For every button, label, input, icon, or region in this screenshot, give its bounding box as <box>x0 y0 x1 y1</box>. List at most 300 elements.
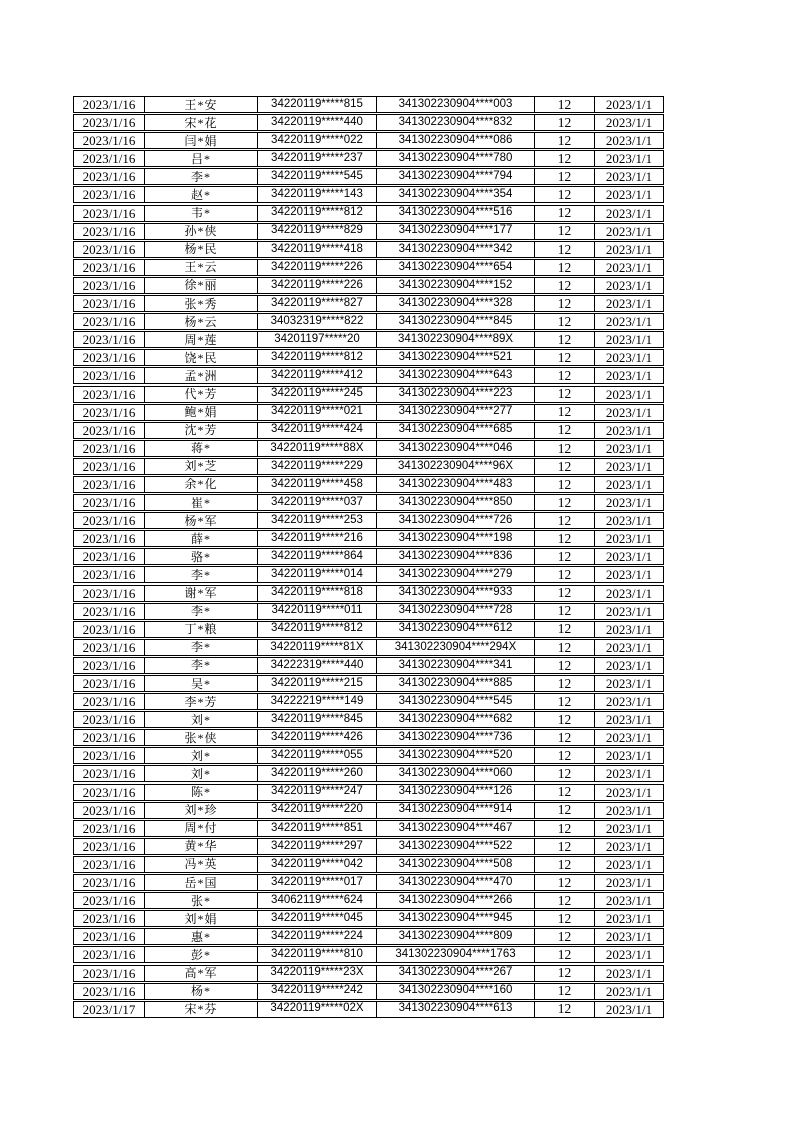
table-row <box>73 657 664 674</box>
cell-base-date: 2023/1/1 <box>594 694 663 709</box>
table-row <box>73 349 664 366</box>
cell-count-value: 12 <box>534 712 594 727</box>
cell-record-date: 2023/1/16 <box>82 965 136 981</box>
cell-masked-cert-number: 341302230904****89X <box>376 332 534 347</box>
cell-record-date: 2023/1/16 <box>82 241 136 257</box>
cell-record-date: 2023/1/16 <box>82 911 136 927</box>
cell-masked-id-number: 34220119*****23X <box>257 966 376 981</box>
cell-masked-id-number: 34062119*****624 <box>257 893 376 908</box>
cell-count-value: 12 <box>534 893 594 908</box>
cell-base-date: 2023/1/1 <box>594 441 663 456</box>
table-row <box>73 440 664 457</box>
cell-masked-id-number: 34220119*****055 <box>257 748 376 763</box>
cell-base-date: 2023/1/1 <box>594 513 663 528</box>
cell-masked-id-number: 34220119*****143 <box>257 187 376 202</box>
cell-record-date: 2023/1/16 <box>82 350 136 366</box>
cell-base-date: 2023/1/1 <box>594 586 663 601</box>
cell-record-date: 2023/1/16 <box>82 440 136 456</box>
table-row <box>73 295 664 312</box>
cell-record-date: 2023/1/16 <box>82 277 136 293</box>
table-row <box>73 838 664 855</box>
table-row <box>73 494 664 511</box>
cell-base-date: 2023/1/1 <box>594 332 663 347</box>
cell-record-date: 2023/1/16 <box>82 404 136 420</box>
cell-record-date: 2023/1/16 <box>82 748 136 764</box>
cell-masked-cert-number: 341302230904****96X <box>376 459 534 474</box>
cell-person-name: 吕* <box>144 151 257 166</box>
cell-person-name: 杨*民 <box>144 242 257 257</box>
cell-masked-id-number: 34220119*****224 <box>257 929 376 944</box>
cell-base-date: 2023/1/1 <box>594 278 663 293</box>
cell-person-name: 杨*云 <box>144 314 257 329</box>
table-row <box>73 910 664 927</box>
cell-base-date: 2023/1/1 <box>594 368 663 383</box>
cell-record-date: 2023/1/16 <box>82 422 136 438</box>
cell-base-date: 2023/1/1 <box>594 97 663 112</box>
cell-person-name: 赵* <box>144 187 257 202</box>
table-row <box>73 386 664 403</box>
cell-person-name: 李* <box>144 169 257 184</box>
cell-count-value: 12 <box>534 640 594 655</box>
cell-masked-id-number: 34220119*****458 <box>257 477 376 492</box>
table-row <box>73 965 664 982</box>
cell-record-date: 2023/1/16 <box>82 983 136 999</box>
cell-count-value: 12 <box>534 676 594 691</box>
cell-person-name: 陈* <box>144 785 257 800</box>
cell-masked-cert-number: 341302230904****483 <box>376 477 534 492</box>
cell-count-value: 12 <box>534 206 594 221</box>
cell-count-value: 12 <box>534 785 594 800</box>
cell-masked-cert-number: 341302230904****277 <box>376 405 534 420</box>
cell-masked-cert-number: 341302230904****160 <box>376 984 534 999</box>
cell-base-date: 2023/1/1 <box>594 730 663 745</box>
cell-record-date: 2023/1/16 <box>82 929 136 945</box>
cell-masked-cert-number: 341302230904****914 <box>376 803 534 818</box>
records-table <box>73 96 664 1019</box>
cell-base-date: 2023/1/1 <box>594 531 663 546</box>
cell-person-name: 宋*花 <box>144 115 257 130</box>
cell-person-name: 岳*国 <box>144 875 257 890</box>
cell-base-date: 2023/1/1 <box>594 748 663 763</box>
table-row <box>73 585 664 602</box>
cell-base-date: 2023/1/1 <box>594 115 663 130</box>
cell-masked-id-number: 34220119*****226 <box>257 260 376 275</box>
cell-count-value: 12 <box>534 531 594 546</box>
cell-masked-id-number: 34220119*****011 <box>257 604 376 619</box>
cell-masked-id-number: 34220119*****812 <box>257 350 376 365</box>
cell-record-date: 2023/1/16 <box>82 332 136 348</box>
cell-record-date: 2023/1/17 <box>82 1001 136 1017</box>
table-row <box>73 874 664 891</box>
cell-person-name: 彭* <box>144 947 257 962</box>
table-row <box>73 856 664 873</box>
cell-record-date: 2023/1/16 <box>82 386 136 402</box>
cell-record-date: 2023/1/16 <box>82 223 136 239</box>
table-row <box>73 946 664 963</box>
cell-masked-id-number: 34220119*****440 <box>257 115 376 130</box>
table-row <box>73 820 664 837</box>
cell-masked-cert-number: 341302230904****152 <box>376 278 534 293</box>
cell-masked-cert-number: 341302230904****198 <box>376 531 534 546</box>
table-row <box>73 205 664 222</box>
cell-masked-id-number: 34220119*****247 <box>257 785 376 800</box>
cell-record-date: 2023/1/16 <box>82 712 136 728</box>
cell-masked-id-number: 34220119*****851 <box>257 821 376 836</box>
cell-masked-cert-number: 341302230904****736 <box>376 730 534 745</box>
cell-masked-cert-number: 341302230904****836 <box>376 549 534 564</box>
cell-person-name: 李* <box>144 567 257 582</box>
table-row <box>73 603 664 620</box>
cell-person-name: 惠* <box>144 929 257 944</box>
table-row <box>73 784 664 801</box>
cell-person-name: 刘*芝 <box>144 459 257 474</box>
cell-masked-cert-number: 341302230904****682 <box>376 712 534 727</box>
cell-masked-cert-number: 341302230904****612 <box>376 622 534 637</box>
cell-person-name: 闫*娟 <box>144 133 257 148</box>
cell-count-value: 12 <box>534 187 594 202</box>
cell-record-date: 2023/1/16 <box>82 639 136 655</box>
cell-masked-cert-number: 341302230904****728 <box>376 604 534 619</box>
table-row <box>73 747 664 764</box>
cell-record-date: 2023/1/16 <box>82 838 136 854</box>
cell-masked-cert-number: 341302230904****845 <box>376 314 534 329</box>
table-row <box>73 928 664 945</box>
table-row <box>73 114 664 131</box>
cell-masked-cert-number: 341302230904****470 <box>376 875 534 890</box>
cell-count-value: 12 <box>534 748 594 763</box>
cell-count-value: 12 <box>534 911 594 926</box>
table-row <box>73 331 664 348</box>
table-row <box>73 765 664 782</box>
cell-masked-id-number: 34220119*****014 <box>257 567 376 582</box>
cell-masked-id-number: 34222319*****440 <box>257 658 376 673</box>
cell-count-value: 12 <box>534 803 594 818</box>
cell-record-date: 2023/1/16 <box>82 133 136 149</box>
cell-count-value: 12 <box>534 151 594 166</box>
cell-base-date: 2023/1/1 <box>594 929 663 944</box>
cell-count-value: 12 <box>534 332 594 347</box>
cell-count-value: 12 <box>534 314 594 329</box>
cell-masked-id-number: 34220119*****226 <box>257 278 376 293</box>
cell-record-date: 2023/1/16 <box>82 676 136 691</box>
cell-masked-id-number: 34220119*****037 <box>257 495 376 510</box>
cell-count-value: 12 <box>534 966 594 981</box>
table-row <box>73 404 664 421</box>
cell-count-value: 12 <box>534 242 594 257</box>
cell-record-date: 2023/1/16 <box>82 495 136 511</box>
cell-masked-cert-number: 341302230904****521 <box>376 350 534 365</box>
cell-record-date: 2023/1/16 <box>82 296 136 312</box>
cell-masked-id-number: 34220119*****864 <box>257 549 376 564</box>
cell-base-date: 2023/1/1 <box>594 387 663 402</box>
table-row <box>73 1001 664 1018</box>
cell-masked-id-number: 34220119*****81X <box>257 640 376 655</box>
cell-person-name: 李* <box>144 640 257 655</box>
cell-person-name: 高*军 <box>144 966 257 981</box>
cell-base-date: 2023/1/1 <box>594 676 663 691</box>
cell-base-date: 2023/1/1 <box>594 893 663 908</box>
table-row <box>73 96 664 113</box>
cell-masked-cert-number: 341302230904****342 <box>376 242 534 257</box>
table-row <box>73 892 664 909</box>
cell-masked-id-number: 34220119*****260 <box>257 766 376 781</box>
cell-person-name: 杨*军 <box>144 513 257 528</box>
cell-count-value: 12 <box>534 839 594 854</box>
cell-masked-cert-number: 341302230904****279 <box>376 567 534 582</box>
cell-masked-cert-number: 341302230904****654 <box>376 260 534 275</box>
cell-count-value: 12 <box>534 368 594 383</box>
cell-count-value: 12 <box>534 477 594 492</box>
cell-masked-id-number: 34220119*****818 <box>257 586 376 601</box>
cell-base-date: 2023/1/1 <box>594 712 663 727</box>
cell-base-date: 2023/1/1 <box>594 785 663 800</box>
cell-person-name: 刘* <box>144 766 257 781</box>
cell-masked-cert-number: 341302230904****945 <box>376 911 534 926</box>
cell-count-value: 12 <box>534 694 594 709</box>
cell-record-date: 2023/1/16 <box>82 730 136 746</box>
cell-count-value: 12 <box>534 224 594 239</box>
cell-base-date: 2023/1/1 <box>594 658 663 673</box>
cell-person-name: 刘*珍 <box>144 803 257 818</box>
cell-person-name: 周*莲 <box>144 332 257 347</box>
cell-record-date: 2023/1/16 <box>82 169 136 185</box>
cell-count-value: 12 <box>534 821 594 836</box>
cell-base-date: 2023/1/1 <box>594 133 663 148</box>
cell-masked-id-number: 34220119*****017 <box>257 875 376 890</box>
table-row <box>73 259 664 276</box>
cell-masked-cert-number: 341302230904****850 <box>376 495 534 510</box>
cell-base-date: 2023/1/1 <box>594 296 663 311</box>
table-row <box>73 566 664 583</box>
cell-record-date: 2023/1/16 <box>82 657 136 673</box>
table-row <box>73 132 664 149</box>
cell-masked-id-number: 34220119*****242 <box>257 984 376 999</box>
cell-count-value: 12 <box>534 984 594 999</box>
cell-base-date: 2023/1/1 <box>594 423 663 438</box>
cell-masked-id-number: 34220119*****812 <box>257 622 376 637</box>
cell-base-date: 2023/1/1 <box>594 622 663 637</box>
cell-masked-id-number: 34220119*****418 <box>257 242 376 257</box>
table-row <box>73 313 664 330</box>
cell-record-date: 2023/1/16 <box>82 531 136 547</box>
table-row <box>73 729 664 746</box>
cell-masked-id-number: 34220119*****88X <box>257 441 376 456</box>
cell-person-name: 余*化 <box>144 477 257 492</box>
cell-base-date: 2023/1/1 <box>594 405 663 420</box>
cell-record-date: 2023/1/16 <box>82 784 136 800</box>
cell-masked-cert-number: 341302230904****685 <box>376 423 534 438</box>
cell-masked-id-number: 34201197*****20 <box>257 332 376 347</box>
cell-base-date: 2023/1/1 <box>594 350 663 365</box>
cell-person-name: 周*付 <box>144 821 257 836</box>
table-row <box>73 422 664 439</box>
cell-masked-id-number: 34220119*****810 <box>257 947 376 962</box>
cell-record-date: 2023/1/16 <box>82 875 136 891</box>
cell-base-date: 2023/1/1 <box>594 947 663 962</box>
cell-base-date: 2023/1/1 <box>594 640 663 655</box>
cell-masked-cert-number: 341302230904****726 <box>376 513 534 528</box>
cell-masked-id-number: 34220119*****045 <box>257 911 376 926</box>
cell-masked-cert-number: 341302230904****520 <box>376 748 534 763</box>
cell-masked-id-number: 34220119*****022 <box>257 133 376 148</box>
cell-masked-id-number: 34220119*****253 <box>257 513 376 528</box>
cell-base-date: 2023/1/1 <box>594 839 663 854</box>
cell-base-date: 2023/1/1 <box>594 151 663 166</box>
cell-masked-cert-number: 341302230904****780 <box>376 151 534 166</box>
cell-masked-cert-number: 341302230904****794 <box>376 169 534 184</box>
cell-masked-id-number: 34220119*****042 <box>257 857 376 872</box>
cell-person-name: 吴* <box>144 676 257 691</box>
cell-person-name: 张*侠 <box>144 730 257 745</box>
cell-record-date: 2023/1/16 <box>82 97 136 112</box>
cell-base-date: 2023/1/1 <box>594 187 663 202</box>
cell-masked-id-number: 34220119*****829 <box>257 224 376 239</box>
cell-record-date: 2023/1/16 <box>82 314 136 330</box>
table-row <box>73 693 664 710</box>
cell-masked-id-number: 34220119*****297 <box>257 839 376 854</box>
cell-count-value: 12 <box>534 169 594 184</box>
cell-count-value: 12 <box>534 1002 594 1017</box>
cell-record-date: 2023/1/16 <box>82 947 136 963</box>
cell-masked-id-number: 34032319*****822 <box>257 314 376 329</box>
cell-count-value: 12 <box>534 513 594 528</box>
table-row <box>73 476 664 493</box>
cell-record-date: 2023/1/16 <box>82 205 136 221</box>
table-row <box>73 675 664 692</box>
cell-person-name: 薛* <box>144 531 257 546</box>
cell-person-name: 饶*民 <box>144 350 257 365</box>
cell-person-name: 宋*芬 <box>144 1002 257 1017</box>
cell-person-name: 鲍*娟 <box>144 405 257 420</box>
cell-base-date: 2023/1/1 <box>594 224 663 239</box>
cell-masked-id-number: 34220119*****229 <box>257 459 376 474</box>
cell-count-value: 12 <box>534 567 594 582</box>
cell-base-date: 2023/1/1 <box>594 477 663 492</box>
cell-record-date: 2023/1/16 <box>82 151 136 167</box>
cell-record-date: 2023/1/16 <box>82 476 136 492</box>
cell-base-date: 2023/1/1 <box>594 169 663 184</box>
cell-person-name: 王*安 <box>144 97 257 112</box>
cell-record-date: 2023/1/16 <box>82 694 136 710</box>
cell-masked-cert-number: 341302230904****046 <box>376 441 534 456</box>
table-row <box>73 186 664 203</box>
cell-masked-id-number: 34220119*****827 <box>257 296 376 311</box>
cell-base-date: 2023/1/1 <box>594 911 663 926</box>
cell-masked-cert-number: 341302230904****508 <box>376 857 534 872</box>
cell-person-name: 骆* <box>144 549 257 564</box>
cell-person-name: 冯*英 <box>144 857 257 872</box>
cell-masked-cert-number: 341302230904****294X <box>376 640 534 655</box>
cell-masked-id-number: 34220119*****021 <box>257 405 376 420</box>
cell-masked-cert-number: 341302230904****522 <box>376 839 534 854</box>
cell-person-name: 谢*军 <box>144 586 257 601</box>
cell-record-date: 2023/1/16 <box>82 585 136 601</box>
cell-record-date: 2023/1/16 <box>82 893 136 909</box>
cell-base-date: 2023/1/1 <box>594 549 663 564</box>
cell-masked-cert-number: 341302230904****933 <box>376 586 534 601</box>
table-row <box>73 458 664 475</box>
cell-count-value: 12 <box>534 622 594 637</box>
cell-masked-cert-number: 341302230904****643 <box>376 368 534 383</box>
cell-masked-id-number: 34220119*****245 <box>257 387 376 402</box>
cell-count-value: 12 <box>534 133 594 148</box>
cell-masked-id-number: 34220119*****02X <box>257 1002 376 1017</box>
cell-masked-id-number: 34222219*****149 <box>257 694 376 709</box>
cell-masked-id-number: 34220119*****815 <box>257 97 376 112</box>
cell-count-value: 12 <box>534 658 594 673</box>
cell-count-value: 12 <box>534 423 594 438</box>
table-row <box>73 548 664 565</box>
cell-masked-cert-number: 341302230904****126 <box>376 785 534 800</box>
cell-masked-cert-number: 341302230904****267 <box>376 966 534 981</box>
cell-masked-cert-number: 341302230904****613 <box>376 1002 534 1017</box>
cell-masked-cert-number: 341302230904****809 <box>376 929 534 944</box>
cell-record-date: 2023/1/16 <box>82 567 136 583</box>
cell-base-date: 2023/1/1 <box>594 857 663 872</box>
cell-person-name: 崔* <box>144 495 257 510</box>
cell-masked-cert-number: 341302230904****003 <box>376 97 534 112</box>
cell-masked-id-number: 34220119*****412 <box>257 368 376 383</box>
table-row <box>73 367 664 384</box>
cell-masked-id-number: 34220119*****424 <box>257 423 376 438</box>
cell-record-date: 2023/1/16 <box>82 513 136 529</box>
cell-masked-id-number: 34220119*****216 <box>257 531 376 546</box>
cell-count-value: 12 <box>534 278 594 293</box>
cell-record-date: 2023/1/16 <box>82 856 136 872</box>
table-row <box>73 150 664 167</box>
cell-person-name: 刘*娟 <box>144 911 257 926</box>
cell-person-name: 李* <box>144 604 257 619</box>
cell-count-value: 12 <box>534 766 594 781</box>
cell-base-date: 2023/1/1 <box>594 803 663 818</box>
cell-base-date: 2023/1/1 <box>594 604 663 619</box>
cell-record-date: 2023/1/16 <box>82 621 136 637</box>
cell-person-name: 刘* <box>144 712 257 727</box>
cell-base-date: 2023/1/1 <box>594 821 663 836</box>
cell-masked-id-number: 34220119*****426 <box>257 730 376 745</box>
table-row <box>73 241 664 258</box>
cell-base-date: 2023/1/1 <box>594 766 663 781</box>
table-row <box>73 711 664 728</box>
cell-person-name: 张* <box>144 893 257 908</box>
table-row <box>73 512 664 529</box>
cell-person-name: 孙*侠 <box>144 224 257 239</box>
cell-masked-id-number: 34220119*****845 <box>257 712 376 727</box>
cell-person-name: 丁*粮 <box>144 622 257 637</box>
cell-person-name: 代*芳 <box>144 387 257 402</box>
cell-base-date: 2023/1/1 <box>594 567 663 582</box>
cell-masked-id-number: 34220119*****237 <box>257 151 376 166</box>
cell-record-date: 2023/1/16 <box>82 368 136 384</box>
cell-masked-id-number: 34220119*****812 <box>257 206 376 221</box>
cell-masked-id-number: 34220119*****220 <box>257 803 376 818</box>
cell-base-date: 2023/1/1 <box>594 875 663 890</box>
cell-base-date: 2023/1/1 <box>594 260 663 275</box>
cell-masked-cert-number: 341302230904****060 <box>376 766 534 781</box>
table-row <box>73 639 664 656</box>
cell-base-date: 2023/1/1 <box>594 966 663 981</box>
cell-person-name: 李* <box>144 658 257 673</box>
cell-masked-cert-number: 341302230904****516 <box>376 206 534 221</box>
cell-count-value: 12 <box>534 604 594 619</box>
cell-count-value: 12 <box>534 857 594 872</box>
cell-count-value: 12 <box>534 586 594 601</box>
cell-count-value: 12 <box>534 350 594 365</box>
cell-record-date: 2023/1/16 <box>82 458 136 474</box>
cell-masked-cert-number: 341302230904****545 <box>376 694 534 709</box>
cell-person-name: 李*芳 <box>144 694 257 709</box>
table-row <box>73 223 664 240</box>
